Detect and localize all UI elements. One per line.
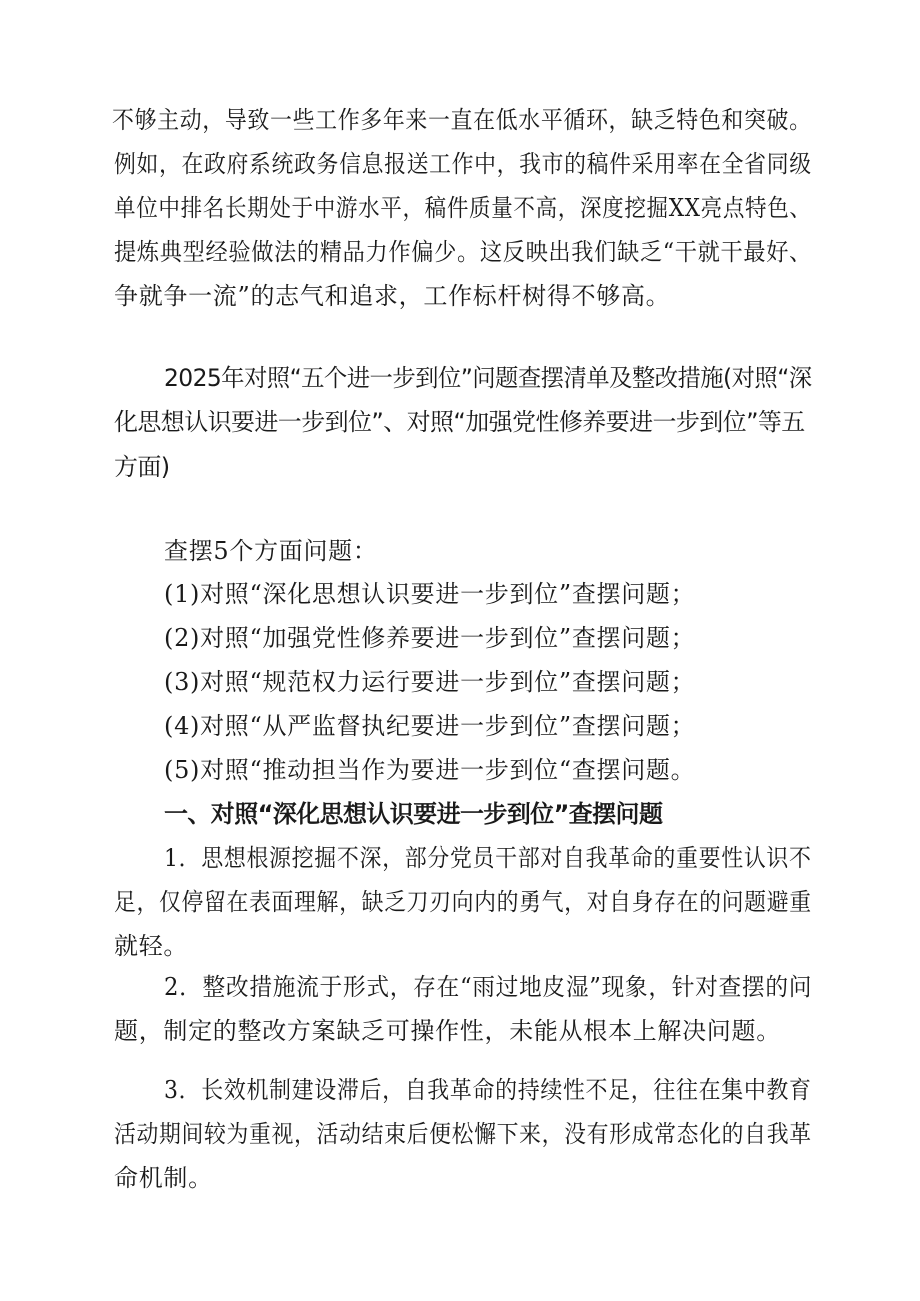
intro-line: 提炼典型经验做法的精品力作偏少。这反映出我们缺乏“干就干最好、: [114, 238, 812, 266]
document-title-line: 方面): [114, 453, 170, 481]
document-title-line: 化思想认识要进一步到位”、对照“加强党性修养要进一步到位”等五: [114, 408, 805, 436]
problem-line: 足，仅停留在表面理解，缺乏刀刃向内的勇气，对自身存在的问题避重: [114, 888, 812, 916]
problem-line: 1．思想根源挖掘不深，部分党员干部对自我革命的重要性认识不: [164, 844, 812, 872]
problem-line: 活动期间较为重视，活动结束后便松懈下来，没有形成常态化的自我革: [114, 1120, 812, 1148]
list-item: (5)对照“推动担当作为要进一步到位“查摆问题。: [164, 756, 696, 784]
document-title-line: 2025年对照“五个进一步到位”问题查摆清单及整改措施(对照“深: [164, 364, 812, 392]
problem-line: 题，制定的整改方案缺乏可操作性，未能从根本上解决问题。: [114, 1017, 781, 1045]
intro-line: 单位中排名长期处于中游水平，稿件质量不高，深度挖掘XX亮点特色、: [114, 194, 812, 222]
list-item: (4)对照“从严监督执纪要进一步到位”查摆问题；: [164, 712, 696, 740]
list-intro: 查摆5个方面问题：: [164, 537, 378, 565]
problem-line: 2．整改措施流于形式，存在“雨过地皮湿”现象，针对查摆的问: [164, 973, 813, 1001]
intro-line: 不够主动，导致一些工作多年来一直在低水平循环，缺乏特色和突破。: [112, 106, 812, 134]
intro-line: 争就争一流”的志气和追求，工作标杆树得不够高。: [114, 282, 671, 310]
list-item: (2)对照“加强党性修养要进一步到位”查摆问题；: [164, 624, 696, 652]
problem-line: 就轻。: [114, 932, 189, 960]
list-item: (3)对照“规范权力运行要进一步到位”查摆问题；: [164, 668, 696, 696]
intro-line: 例如，在政府系统政务信息报送工作中，我市的稿件采用率在全省同级: [114, 150, 812, 178]
problem-line: 命机制。: [114, 1164, 213, 1192]
problem-line: 3．长效机制建设滞后，自我革命的持续性不足，往往在集中教育: [164, 1076, 812, 1104]
list-item: (1)对照“深化思想认识要进一步到位”查摆问题；: [164, 580, 696, 608]
section-heading: 一、对照“深化思想认识要进一步到位”查摆问题: [164, 800, 663, 828]
